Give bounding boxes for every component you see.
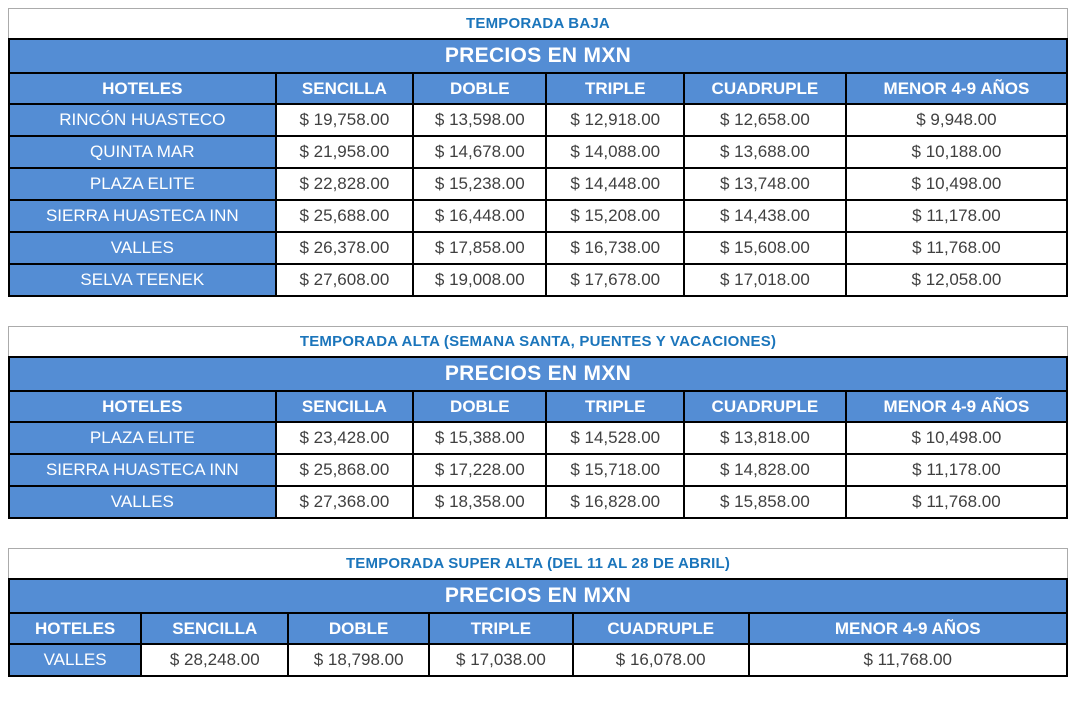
price-cell: $ 27,368.00: [276, 486, 414, 518]
hotel-rows: [9, 422, 1067, 518]
price-cell: $ 15,208.00: [546, 200, 684, 232]
hotel-name-cell: SIERRA HUASTECA INN: [9, 200, 276, 232]
price-cell: $ 11,178.00: [846, 200, 1067, 232]
price-cell: $ 13,748.00: [684, 168, 846, 200]
price-cell: $ 13,818.00: [684, 422, 846, 454]
price-cell: $ 14,088.00: [546, 136, 684, 168]
table-row: [9, 644, 1067, 676]
column-header: SENCILLA: [276, 73, 414, 104]
price-cell: $ 10,498.00: [846, 168, 1067, 200]
column-header: HOTELES: [9, 391, 276, 422]
column-header: MENOR 4-9 AÑOS: [846, 391, 1067, 422]
price-cell: $ 14,448.00: [546, 168, 684, 200]
price-cell: $ 11,768.00: [846, 486, 1067, 518]
price-cell: $ 9,948.00: [846, 104, 1067, 136]
price-cell: $ 17,228.00: [413, 454, 546, 486]
price-cell: $ 23,428.00: [276, 422, 414, 454]
price-cell: $ 16,448.00: [413, 200, 546, 232]
price-cell: $ 15,608.00: [684, 232, 846, 264]
precios-band: PRECIOS EN MXN: [9, 39, 1067, 73]
table-row: [9, 422, 1067, 454]
price-cell: $ 21,958.00: [276, 136, 414, 168]
column-header: SENCILLA: [276, 391, 414, 422]
price-cell: $ 15,718.00: [546, 454, 684, 486]
column-header: CUADRUPLE: [573, 613, 749, 644]
price-cell: $ 27,608.00: [276, 264, 414, 296]
price-cell: $ 17,018.00: [684, 264, 846, 296]
season-section-super-alta: [8, 548, 1068, 677]
hotel-name-cell: VALLES: [9, 486, 276, 518]
column-header: MENOR 4-9 AÑOS: [749, 613, 1068, 644]
price-cell: $ 15,388.00: [413, 422, 546, 454]
price-cell: $ 10,498.00: [846, 422, 1067, 454]
price-cell: $ 19,008.00: [413, 264, 546, 296]
hotel-name-cell: SELVA TEENEK: [9, 264, 276, 296]
price-cell: $ 14,678.00: [413, 136, 546, 168]
column-header: DOBLE: [288, 613, 429, 644]
price-cell: $ 11,178.00: [846, 454, 1067, 486]
price-cell: $ 13,688.00: [684, 136, 846, 168]
price-cell: $ 25,868.00: [276, 454, 414, 486]
price-cell: $ 12,918.00: [546, 104, 684, 136]
price-table: [8, 578, 1068, 677]
season-title: TEMPORADA SUPER ALTA (DEL 11 AL 28 DE ABRIL): [8, 548, 1068, 578]
price-cell: $ 26,378.00: [276, 232, 414, 264]
price-cell: $ 18,798.00: [288, 644, 429, 676]
price-cell: $ 16,828.00: [546, 486, 684, 518]
column-header: CUADRUPLE: [684, 391, 846, 422]
price-cell: $ 17,678.00: [546, 264, 684, 296]
hotel-rows: [9, 104, 1067, 296]
season-section-baja: [8, 8, 1068, 297]
column-header-row: [9, 613, 1067, 644]
column-header: TRIPLE: [546, 73, 684, 104]
price-cell: $ 10,188.00: [846, 136, 1067, 168]
price-cell: $ 12,058.00: [846, 264, 1067, 296]
table-row: [9, 104, 1067, 136]
hotel-name-cell: VALLES: [9, 644, 141, 676]
season-title: TEMPORADA ALTA (SEMANA SANTA, PUENTES Y VACACIONES): [8, 326, 1068, 356]
table-row: [9, 486, 1067, 518]
hotel-name-cell: RINCÓN HUASTECO: [9, 104, 276, 136]
price-cell: $ 13,598.00: [413, 104, 546, 136]
hotel-name-cell: PLAZA ELITE: [9, 168, 276, 200]
price-cell: $ 28,248.00: [141, 644, 288, 676]
price-cell: $ 14,438.00: [684, 200, 846, 232]
price-cell: $ 19,758.00: [276, 104, 414, 136]
price-cell: $ 25,688.00: [276, 200, 414, 232]
price-table: [8, 38, 1068, 297]
column-header: TRIPLE: [429, 613, 573, 644]
column-header: CUADRUPLE: [684, 73, 846, 104]
hotel-rows: [9, 644, 1067, 676]
price-table: [8, 356, 1068, 519]
price-cell: $ 14,828.00: [684, 454, 846, 486]
column-header: DOBLE: [413, 391, 546, 422]
price-cell: $ 15,858.00: [684, 486, 846, 518]
price-cell: $ 12,658.00: [684, 104, 846, 136]
table-row: [9, 264, 1067, 296]
band-row: [9, 579, 1067, 613]
column-header: DOBLE: [413, 73, 546, 104]
price-cell: $ 22,828.00: [276, 168, 414, 200]
hotel-name-cell: VALLES: [9, 232, 276, 264]
precios-band: PRECIOS EN MXN: [9, 579, 1067, 613]
price-cell: $ 15,238.00: [413, 168, 546, 200]
table-row: [9, 232, 1067, 264]
hotel-name-cell: PLAZA ELITE: [9, 422, 276, 454]
column-header: HOTELES: [9, 73, 276, 104]
column-header: MENOR 4-9 AÑOS: [846, 73, 1067, 104]
band-row: [9, 39, 1067, 73]
price-cell: $ 17,038.00: [429, 644, 573, 676]
price-cell: $ 11,768.00: [749, 644, 1068, 676]
column-header: TRIPLE: [546, 391, 684, 422]
hotel-name-cell: QUINTA MAR: [9, 136, 276, 168]
column-header-row: [9, 391, 1067, 422]
table-row: [9, 454, 1067, 486]
precios-band: PRECIOS EN MXN: [9, 357, 1067, 391]
table-row: [9, 168, 1067, 200]
table-row: [9, 200, 1067, 232]
price-cell: $ 16,078.00: [573, 644, 749, 676]
column-header: SENCILLA: [141, 613, 288, 644]
price-cell: $ 17,858.00: [413, 232, 546, 264]
price-cell: $ 16,738.00: [546, 232, 684, 264]
price-cell: $ 11,768.00: [846, 232, 1067, 264]
column-header: HOTELES: [9, 613, 141, 644]
hotel-name-cell: SIERRA HUASTECA INN: [9, 454, 276, 486]
season-title: TEMPORADA BAJA: [8, 8, 1068, 38]
band-row: [9, 357, 1067, 391]
season-section-alta: [8, 326, 1068, 519]
column-header-row: [9, 73, 1067, 104]
price-cell: $ 18,358.00: [413, 486, 546, 518]
table-row: [9, 136, 1067, 168]
price-cell: $ 14,528.00: [546, 422, 684, 454]
